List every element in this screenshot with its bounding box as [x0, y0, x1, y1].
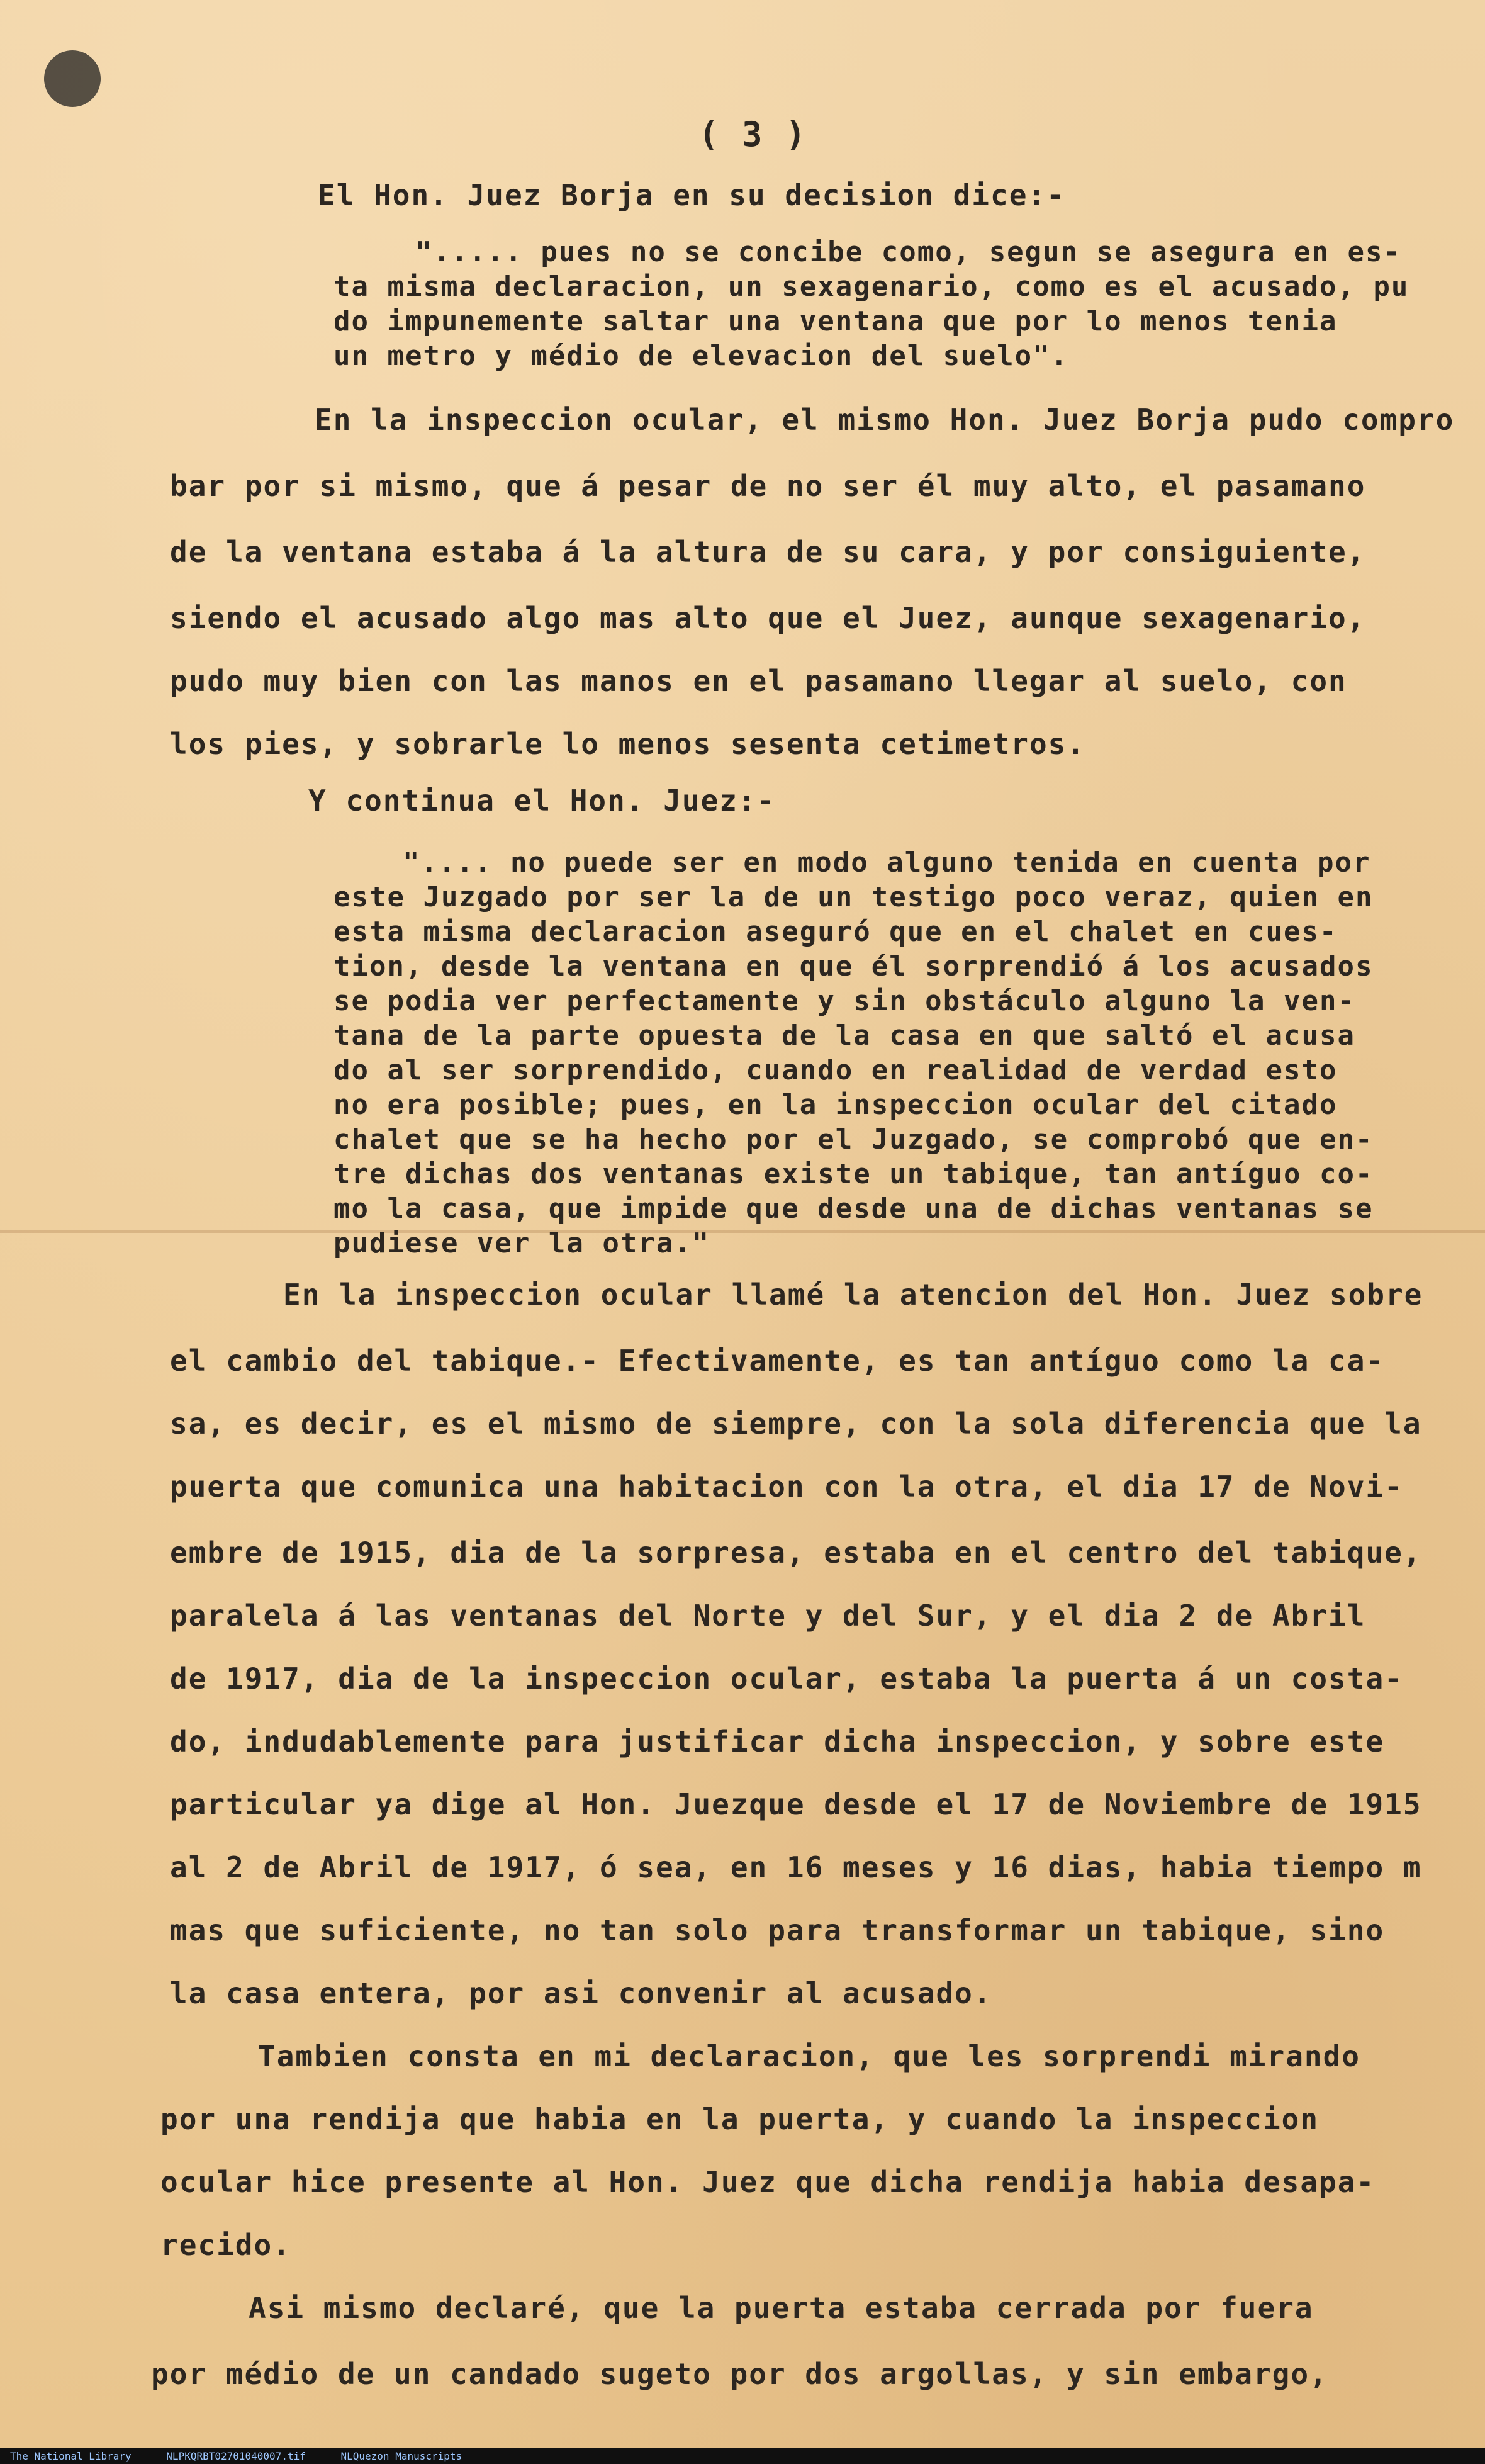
- text-line: por una rendija que habia en la puerta, y cuando la inspeccion: [160, 2102, 1320, 2136]
- quote-line: do impunemente saltar una ventana que por lo menos tenia: [333, 305, 1338, 337]
- text-line: el cambio del tabique.- Efectivamente, es tan antíguo como la ca-: [170, 1344, 1385, 1378]
- quote-line: un metro y médio de elevacion del suelo".: [333, 340, 1069, 372]
- text-line: pudo muy bien con las manos en el pasamano llegar al suelo, con: [170, 664, 1347, 698]
- quote-line: ta misma declaracion, un sexagenario, como es el acusado, pu: [333, 271, 1409, 303]
- scan-footer: [0, 2448, 1485, 2464]
- text-line: do, indudablemente para justificar dicha inspeccion, y sobre este: [170, 1724, 1385, 1758]
- text-line: Tambien consta en mi declaracion, que les sorprendi mirando: [258, 2039, 1360, 2073]
- text-line: bar por si mismo, que á pesar de no ser él muy alto, el pasamano: [170, 469, 1366, 503]
- text-line: ocular hice presente al Hon. Juez que dicha rendija habia desapa-: [160, 2165, 1376, 2199]
- text-line: En la inspeccion ocular, el mismo Hon. Juez Borja pudo compro: [315, 403, 1455, 437]
- quote-line: no era posible; pues, en la inspeccion ocular del citado: [333, 1089, 1338, 1121]
- quote-line: este Juzgado por ser la de un testigo poco veraz, quien en: [333, 881, 1374, 913]
- footer-library: The National Library: [10, 2450, 132, 2462]
- quote-line: mo la casa, que impide que desde una de dichas ventanas se: [333, 1193, 1374, 1225]
- text-line: En la inspeccion ocular llamé la atencion del Hon. Juez sobre: [283, 1278, 1423, 1312]
- text-line: Asi mismo declaré, que la puerta estaba cerrada por fuera: [249, 2291, 1314, 2325]
- quote-line: "..... pues no se concibe como, segun se asegura en es-: [415, 236, 1401, 268]
- quote-line: tana de la parte opuesta de la casa en que saltó el acusa: [333, 1020, 1355, 1052]
- quote-line: se podia ver perfectamente y sin obstáculo alguno la ven-: [333, 985, 1355, 1017]
- text-line: particular ya dige al Hon. Juezque desde el 17 de Noviembre de 1915: [170, 1787, 1422, 1821]
- text-line: recido.: [160, 2228, 291, 2262]
- quote-line: tre dichas dos ventanas existe un tabique, tan antíguo co-: [333, 1158, 1374, 1190]
- text-line: los pies, y sobrarle lo menos sesenta cetimetros.: [170, 727, 1086, 761]
- text-line: de 1917, dia de la inspeccion ocular, estaba la puerta á un costa-: [170, 1662, 1403, 1696]
- text-line: al 2 de Abril de 1917, ó sea, en 16 meses y 16 dias, habia tiempo m: [170, 1850, 1422, 1884]
- text-line: sa, es decir, es el mismo de siempre, con la sola diferencia que la: [170, 1407, 1422, 1441]
- footer-file: NLPKQRBT02701040007.tif: [166, 2450, 306, 2462]
- text-line: embre de 1915, dia de la sorpresa, estaba en el centro del tabique,: [170, 1536, 1422, 1570]
- quote-line: pudiese ver la otra.": [333, 1227, 710, 1259]
- quote-line: ".... no puede ser en modo alguno tenida en cuenta por: [403, 847, 1371, 879]
- text-line: mas que suficiente, no tan solo para transformar un tabique, sino: [170, 1913, 1385, 1947]
- text-line: la casa entera, por asi convenir al acusado.: [170, 1976, 992, 2010]
- ink-stain: [44, 50, 101, 107]
- quote-line: do al ser sorprendido, cuando en realidad de verdad esto: [333, 1054, 1338, 1086]
- text-line: paralela á las ventanas del Norte y del Sur, y el dia 2 de Abril: [170, 1599, 1366, 1633]
- quote-line: tion, desde la ventana en que él sorprendió á los acusados: [333, 950, 1374, 982]
- text-line: por médio de un candado sugeto por dos argollas, y sin embargo,: [151, 2357, 1328, 2391]
- text-line: El Hon. Juez Borja en su decision dice:-: [318, 178, 1065, 212]
- text-line: Y continua el Hon. Juez:-: [308, 784, 776, 818]
- text-line: puerta que comunica una habitacion con la otra, el dia 17 de Novi-: [170, 1470, 1403, 1504]
- footer-collection: NLQuezon Manuscripts: [340, 2450, 462, 2462]
- quote-line: chalet que se ha hecho por el Juzgado, se comprobó que en-: [333, 1123, 1374, 1156]
- quote-line: esta misma declaracion aseguró que en el chalet en cues-: [333, 916, 1338, 948]
- fold-crease: [0, 1230, 1485, 1233]
- page-number: ( 3 ): [698, 115, 807, 154]
- text-line: de la ventana estaba á la altura de su cara, y por consiguiente,: [170, 535, 1366, 569]
- text-line: siendo el acusado algo mas alto que el Juez, aunque sexagenario,: [170, 601, 1366, 635]
